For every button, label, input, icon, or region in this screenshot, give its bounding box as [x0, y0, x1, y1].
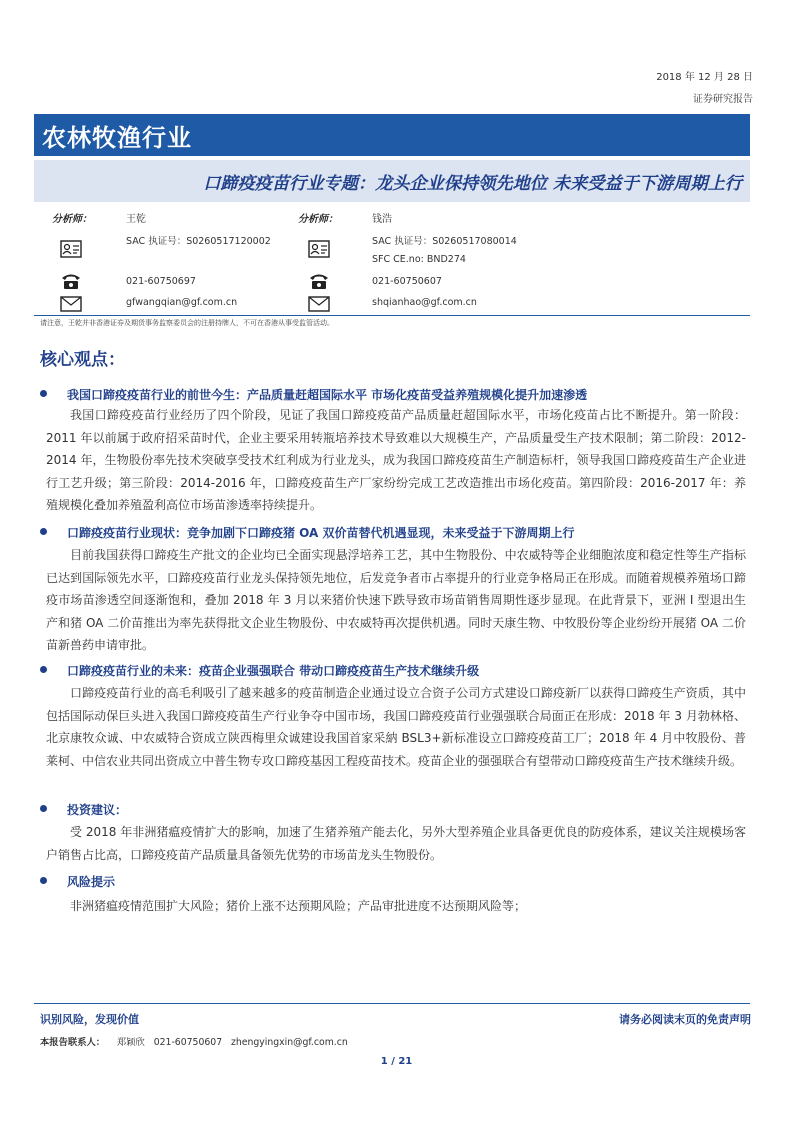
section-heading-text: 投资建议：: [67, 803, 128, 817]
paragraph-line: 苗技术。疫苗企业的强强联合有望带动口蹄疫疫苗生产技术继续升级。: [370, 753, 743, 768]
bullet-icon: [40, 528, 47, 535]
analyst-name: 钱浩: [372, 214, 392, 225]
paragraph-line: 疫生产资质，其中包括国际动保巨头进入我国口蹄疫疫苗生产行业争夺中国市场，我国口蹄疫疫苗行业强强联合局: [46, 686, 746, 723]
phone-icon: [60, 272, 82, 290]
report-contact: [40, 1034, 348, 1048]
section-heading-text: 我国口蹄疫疫苗行业的前世今生：产品质量赶超国际水平 市场化疫苗受益养殖规模化提升加速渗透: [67, 388, 588, 402]
section-heading-text: 口蹄疫疫苗行业现状：竞争加剧下口蹄疫猪 OA 双价苗替代机遇显现，未来受益于下游周期上行: [67, 526, 575, 540]
id-card-icon: [60, 240, 82, 258]
phone-icon: [308, 272, 330, 290]
paragraph-line: 产技术限制；第二阶段：2012-2014 年，生物股份率先技术突破享受技术红利成为行业龙头，成为我国口蹄疫疫苗: [46, 430, 746, 467]
analyst-email[interactable]: shqianhao@gf.com.cn: [372, 297, 477, 308]
section-paragraph: [46, 682, 746, 772]
section-paragraph: [46, 544, 746, 657]
paragraph-line: 特再次提供机遇。同时天康生物、中牧股份等企业纷纷开展猪 OA 二价苗新兽药申请审批。: [46, 615, 746, 652]
contact-name: 郑颖欣: [116, 1037, 145, 1048]
report-title-bar: [34, 160, 750, 202]
bullet-icon: [40, 666, 47, 673]
report-type: 证券研究报告: [693, 94, 753, 105]
bullet-icon: [40, 390, 47, 397]
analyst-email[interactable]: gfwangqian@gf.com.cn: [126, 297, 238, 308]
section-paragraph: [46, 895, 746, 918]
paragraph-line: 我国口蹄疫疫苗行业经历了四个阶段，见证了我国口蹄疫疫苗产品质量赶超国际水平，市场化疫苗占比不断提: [70, 408, 661, 422]
id-card-icon: [308, 240, 330, 258]
analyst-phone: 021-60750697: [126, 276, 196, 287]
paragraph-line: 目前我国获得口蹄疫生产批文的企业均已全面实现悬浮培养工艺，其中生物股份、中农威特等企业细胞浓度和: [70, 548, 650, 562]
paragraph-line: 销售周期性逐步显现。在此背景下，亚洲 I 型退出生产和猪 OA 二价苗推出为率先获得批文企业生物股份、中农威: [46, 593, 747, 630]
report-date: 2018 年 12 月 28 日: [656, 72, 753, 83]
industry-title: 农林牧渔行业: [42, 123, 192, 152]
bullet-icon: [40, 805, 47, 812]
analyst-phone: 021-60750607: [372, 276, 442, 287]
paragraph-line: 生产制造标杆，领导我国口蹄疫疫苗生产企业进行工艺升级；第三阶段：2014-2016 年，口蹄疫疫苗生产厂家纷纷: [46, 453, 746, 490]
page-number: 1 / 21: [380, 1056, 413, 1067]
paragraph-line: 稳定性等生产指标已达到国际领先水平，口蹄疫疫苗行业龙头保持领先地位，后发竞争者市占率提升的行业竞争格: [46, 548, 746, 585]
divider: [34, 315, 750, 316]
paragraph-line: 完成工艺改造推出市场化疫苗。第四阶段：2016-2017 年：养殖规模化叠加养殖盈利高位市场苗渗透率持续提升。: [46, 475, 746, 512]
paragraph-line: 口蹄疫疫苗行业的高毛利吸引了越来越多的疫苗制造企业通过设立合资子公司方式建设口蹄疫新厂以获得口蹄: [70, 686, 650, 700]
section-heading-text: 风险提示: [67, 875, 116, 889]
contact-label: 本报告联系人：: [40, 1037, 106, 1048]
industry-banner: [34, 114, 750, 156]
section-paragraph: [46, 821, 746, 866]
email-icon: [308, 295, 330, 313]
paragraph-line: 准设立口蹄疫疫苗工厂；2018 年 4 月中牧股份、普莱柯、中信农业共同出资成立中普生物专攻口蹄疫基因工程疫: [46, 731, 746, 768]
section-heading-text: 口蹄疫疫苗行业的未来：疫苗企业强强联合 带动口蹄疫疫苗生产技术继续升级: [67, 664, 480, 678]
analyst-name: 王乾: [126, 214, 146, 225]
email-icon: [60, 295, 82, 313]
paragraph-line: 升。第一阶段：2011 年以前属于政府招采苗时代，企业主要采用转瓶培养技术导致难以大规模生产，产品质量受生: [46, 408, 746, 445]
paragraph-line: 局正在形成。而随着规模养殖场口蹄疫市场苗渗透空间逐渐饱和，叠加 2018 年 3 月以来猪价快速下跌导致市场苗: [46, 570, 746, 607]
section-paragraph: [46, 404, 746, 517]
analyst-sac-id: SAC 执证号：S0260517080014: [372, 236, 517, 247]
paragraph-line: 受 2018 年非洲猪瘟疫情扩大的影响，加速了生猪养殖产能去化，另外大型养殖企业具备更优良的防疫体系，: [70, 825, 650, 839]
footer-slogan: 识别风险，发现价值: [40, 1013, 139, 1026]
contact-phone: 021-60750607: [153, 1037, 223, 1048]
analyst-label: 分析师：: [298, 214, 338, 225]
paragraph-line: 建议关注规模场客户销售占比高，口蹄疫疫苗产品质量具备领先优势的市场苗龙头生物股份。: [46, 825, 746, 862]
analyst-sac-id: SAC 执证号：S0260517120002: [126, 236, 271, 247]
core-views-title: 核心观点：: [40, 350, 125, 370]
divider: [34, 1003, 750, 1004]
contact-email[interactable]: zhengyingxin@gf.com.cn: [231, 1037, 348, 1048]
analyst-sfc-id: SFC CE.no: BND274: [372, 254, 466, 265]
paragraph-line: 面正在形成：2018 年 3 月勃林格、北京康牧众诚、中农威特合资成立陕西梅里众诚建设我国首家采納 BSL3+新标: [46, 708, 746, 745]
bullet-icon: [40, 877, 47, 884]
footer-disclaimer-link[interactable]: 请务必阅读末页的免责声明: [619, 1013, 751, 1026]
regulatory-note: 请注意，王乾并非香港证券及期货事务监察委员会的注册持牌人，不可在香港从事受监管活动。: [40, 319, 334, 327]
paragraph-line: 非洲猪瘟疫情范围扩大风险；猪价上涨不达预期风险；产品审批进度不达预期风险等；: [70, 899, 527, 913]
report-title: 口蹄疫疫苗行业专题：龙头企业保持领先地位 未来受益于下游周期上行: [203, 174, 742, 194]
analyst-label: 分析师：: [52, 214, 92, 225]
